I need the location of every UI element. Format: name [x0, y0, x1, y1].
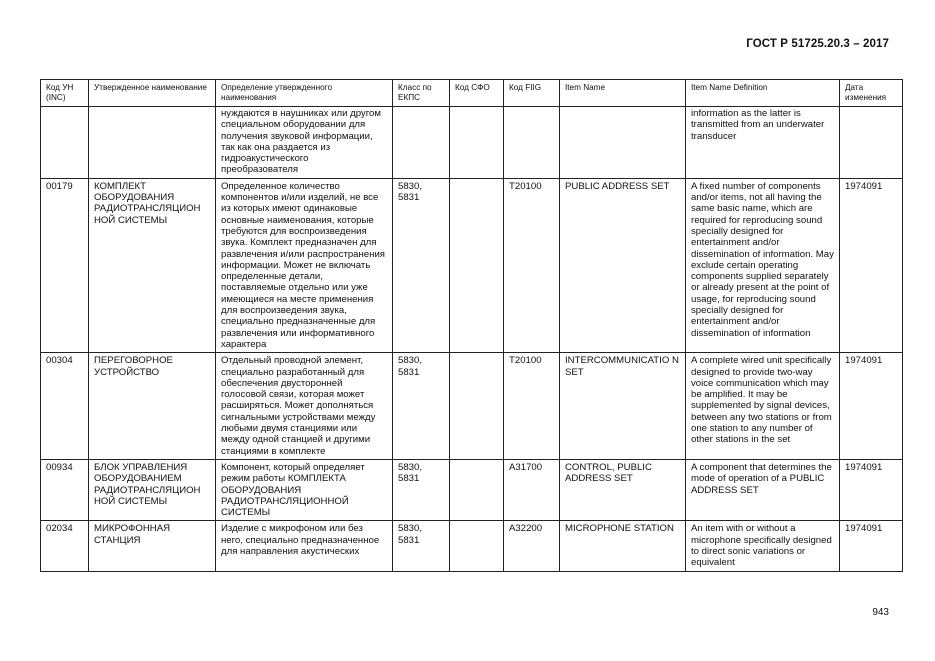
cell-item-definition: An item with or without a microphone specifically designed to direct sonic variations or equivalent: [686, 521, 840, 571]
table-row: [41, 178, 903, 352]
cell-definition: Компонент, который определяет режим работы КОМПЛЕКТА ОБОРУДОВАНИЯ РАДИОТРАНСЛЯЦИОННОЙ СИСТЕМЫ: [216, 459, 393, 520]
classification-table: [40, 79, 903, 572]
cell-name: ПЕРЕГОВОРНОЕ УСТРОЙСТВО: [89, 353, 216, 460]
column-header-item-definition: Item Name Definition: [686, 80, 840, 107]
cell-item-definition: A complete wired unit specifically designed to provide two-way voice communication which may be amplified. It may be supplemented by signal devices, between any two stations or from one station to any number of other stations in the set: [686, 353, 840, 460]
column-header-code: Код УН (INC): [41, 80, 89, 107]
cell-code: 00304: [41, 353, 89, 460]
cell-ekps: 5830, 5831: [393, 521, 450, 571]
cell-date: 1974091: [840, 353, 903, 460]
table-row: [41, 459, 903, 520]
cell-ekps: 5830, 5831: [393, 353, 450, 460]
table-row: [41, 107, 903, 179]
cell-ekps: [393, 107, 450, 179]
cell-item-definition: information as the latter is transmitted from an underwater transducer: [686, 107, 840, 179]
cell-sfo: [450, 178, 504, 352]
cell-item-name: CONTROL, PUBLIC ADDRESS SET: [560, 459, 686, 520]
cell-name: БЛОК УПРАВЛЕНИЯ ОБОРУДОВАНИЕМ РАДИОТРАНСЛЯЦИОН НОЙ СИСТЕМЫ: [89, 459, 216, 520]
cell-item-name: [560, 107, 686, 179]
cell-item-name: INTERCOMMUNICATIO N SET: [560, 353, 686, 460]
cell-fiig: T20100: [504, 178, 560, 352]
column-header-ekps: Класс по ЕКПС: [393, 80, 450, 107]
table-row: [41, 521, 903, 571]
cell-definition: Отдельный проводной элемент, специально разработанный для обеспечения двусторонней голосовой связи, которая может расширяться. Может дополняться сигнальными устройствами между любыми двумя станциями или между одной станцией и другими станциями в комплекте: [216, 353, 393, 460]
cell-date: 1974091: [840, 521, 903, 571]
cell-fiig: [504, 107, 560, 179]
column-header-fiig: Код FIIG: [504, 80, 560, 107]
cell-ekps: 5830, 5831: [393, 178, 450, 352]
cell-name: МИКРОФОННАЯ СТАНЦИЯ: [89, 521, 216, 571]
cell-sfo: [450, 353, 504, 460]
cell-code: 00934: [41, 459, 89, 520]
column-header-item-name: Item Name: [560, 80, 686, 107]
cell-item-name: PUBLIC ADDRESS SET: [560, 178, 686, 352]
cell-ekps: 5830, 5831: [393, 459, 450, 520]
page-number: 943: [872, 607, 889, 618]
cell-date: 1974091: [840, 178, 903, 352]
cell-date: [840, 107, 903, 179]
column-header-sfo: Код СФО: [450, 80, 504, 107]
cell-code: [41, 107, 89, 179]
cell-name: КОМПЛЕКТ ОБОРУДОВАНИЯ РАДИОТРАНСЛЯЦИОН НОЙ СИСТЕМЫ: [89, 178, 216, 352]
cell-definition: Изделие с микрофоном или без него, специально предназначенное для направления акустических: [216, 521, 393, 571]
cell-definition: Определенное количество компонентов и/или изделий, не все из которых имеют одинаковые основные наименования, которые требуются для воспроизведения звука. Комплект предназначен для развлечения и/или распространения информации. Может не включать определенные детали, поставляемые отдельно или уже имеющиеся на месте применения для воспроизведения звука, специально предназначенные для развлечения или информативного характера: [216, 178, 393, 352]
cell-sfo: [450, 459, 504, 520]
document-standard-header: ГОСТ Р 51725.20.3 – 2017: [746, 38, 889, 50]
cell-sfo: [450, 107, 504, 179]
cell-fiig: T20100: [504, 353, 560, 460]
column-header-name: Утвержденное наименование: [89, 80, 216, 107]
cell-date: 1974091: [840, 459, 903, 520]
cell-code: 00179: [41, 178, 89, 352]
cell-sfo: [450, 521, 504, 571]
cell-fiig: A31700: [504, 459, 560, 520]
cell-definition: нуждаются в наушниках или другом специальном оборудовании для получения звуковой информации, так как она раздается из гидроакустического преобразователя: [216, 107, 393, 179]
column-header-date: Дата изменения: [840, 80, 903, 107]
cell-item-name: MICROPHONE STATION: [560, 521, 686, 571]
cell-name: [89, 107, 216, 179]
cell-fiig: A32200: [504, 521, 560, 571]
cell-code: 02034: [41, 521, 89, 571]
cell-item-definition: A component that determines the mode of operation of a PUBLIC ADDRESS SET: [686, 459, 840, 520]
table-header-row: [41, 80, 903, 107]
column-header-definition: Определение утвержденного наименования: [216, 80, 393, 107]
table-row: [41, 353, 903, 460]
cell-item-definition: A fixed number of components and/or items, not all having the same basic name, which are required for reproducing sound specially designed for entertainment and/or dissemination of information. May exclude certain operating components supplied separately or already present at the point of usage, for reproducing sound specially designed for entertainment and/or dissemination of information: [686, 178, 840, 352]
